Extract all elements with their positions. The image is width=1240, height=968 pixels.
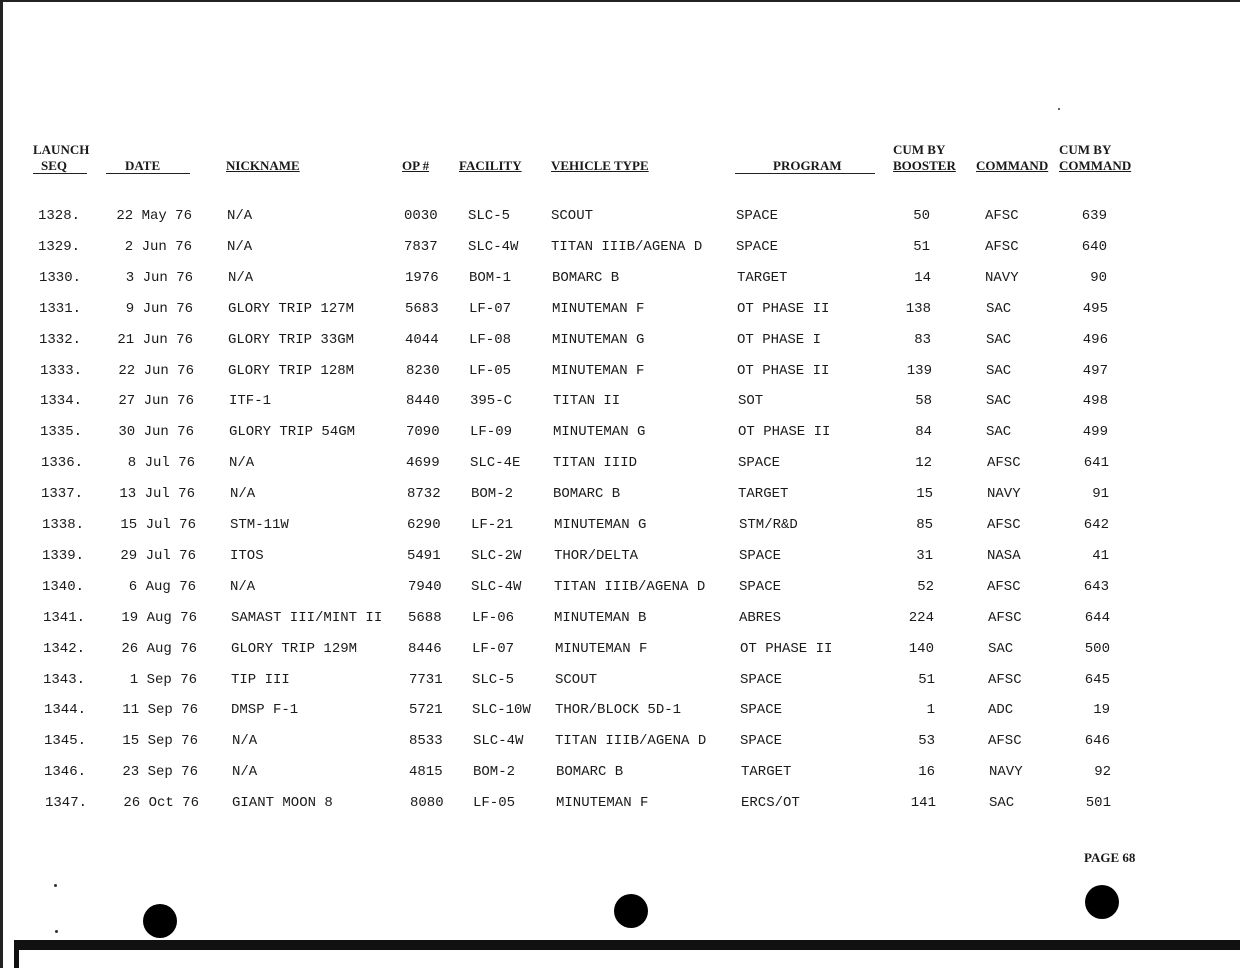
cell-cum-by-command: 91 <box>1092 486 1109 503</box>
cell-command: NAVY <box>985 269 1019 286</box>
cell-date: 2 Jun 76 <box>124 238 192 255</box>
cell-vehicle-type: TITAN IIID <box>553 455 638 472</box>
cell-cum-by-command: 497 <box>1082 362 1108 379</box>
cell-command: SAC <box>989 795 1015 812</box>
cell-nickname: GLORY TRIP 127M <box>228 300 355 317</box>
cell-nickname: GLORY TRIP 128M <box>228 362 355 379</box>
table-row <box>0 670 1240 692</box>
header-cum-by-command <box>1059 142 1131 174</box>
cell-command: AFSC <box>987 578 1021 595</box>
cell-command: NASA <box>987 547 1021 564</box>
cell-cum-by-command: 644 <box>1084 609 1110 626</box>
cell-op-number: 0030 <box>404 208 438 224</box>
cell-command: AFSC <box>985 208 1019 224</box>
cell-cum-by-command: 496 <box>1082 331 1108 348</box>
cell-launch-seq: 1345. <box>43 733 86 750</box>
cell-vehicle-type: BOMARC B <box>552 269 620 286</box>
cell-facility: BOM-1 <box>469 269 512 286</box>
cell-vehicle-type: THOR/BLOCK 5D-1 <box>555 702 682 719</box>
cell-op-number: 8533 <box>409 733 443 750</box>
cell-facility: LF-05 <box>473 795 516 812</box>
cell-nickname: DMSP F-1 <box>231 702 299 719</box>
cell-command: SAC <box>988 640 1014 657</box>
cell-nickname: N/A <box>230 486 256 503</box>
cell-facility: LF-07 <box>469 300 512 317</box>
cell-cum-by-booster: 50 <box>913 208 930 224</box>
page-number: PAGE 68 <box>1084 850 1136 865</box>
cell-launch-seq: 1331. <box>38 300 81 317</box>
cell-facility: SLC-5 <box>472 671 515 688</box>
table-row <box>0 361 1240 383</box>
cell-program: SPACE <box>739 578 782 595</box>
header-facility <box>459 158 522 174</box>
header-launch-seq-line2: SEQ <box>41 158 68 173</box>
cell-date: 26 Oct 76 <box>123 795 199 812</box>
cell-nickname: N/A <box>230 578 256 595</box>
cell-nickname: GLORY TRIP 33GM <box>228 331 355 348</box>
cell-op-number: 6290 <box>407 517 441 533</box>
cell-command: NAVY <box>989 764 1023 781</box>
cell-command: SAC <box>986 424 1012 441</box>
header-date-rule <box>106 173 190 174</box>
table-row <box>0 577 1240 599</box>
cell-launch-seq: 1330. <box>38 269 81 286</box>
page-border-top <box>0 0 1240 2</box>
cell-nickname: N/A <box>229 455 255 472</box>
table-row <box>0 268 1240 290</box>
cell-nickname: N/A <box>232 733 258 750</box>
cell-cum-by-command: 500 <box>1084 640 1110 657</box>
cell-launch-seq: 1342. <box>42 640 85 657</box>
cell-date: 1 Sep 76 <box>129 671 197 688</box>
cell-cum-by-booster: 52 <box>917 578 934 595</box>
cell-date: 22 Jun 76 <box>118 362 194 379</box>
cell-nickname: N/A <box>232 764 258 781</box>
table-row <box>0 700 1240 722</box>
cell-cum-by-command: 645 <box>1084 671 1110 688</box>
cell-date: 23 Sep 76 <box>122 764 198 781</box>
cell-launch-seq: 1336. <box>40 455 83 472</box>
cell-op-number: 7731 <box>409 671 443 688</box>
cell-command: AFSC <box>985 238 1019 255</box>
page-border-corner <box>14 946 19 968</box>
binder-hole-left <box>143 904 177 938</box>
cell-facility: SLC-4E <box>470 455 521 472</box>
cell-program: ERCS/OT <box>741 795 800 812</box>
cell-vehicle-type: MINUTEMAN F <box>556 795 649 812</box>
header-nickname-label: NICKNAME <box>226 158 300 173</box>
cell-date: 22 May 76 <box>116 208 192 224</box>
cell-command: AFSC <box>988 609 1022 626</box>
table-row <box>0 422 1240 444</box>
header-date-label: DATE <box>125 158 161 173</box>
cell-program: SPACE <box>739 547 782 564</box>
scan-speck <box>54 884 57 887</box>
header-vehicle-type <box>551 158 649 174</box>
cell-program: SPACE <box>738 455 781 472</box>
cell-cum-by-booster: 85 <box>916 517 933 533</box>
cell-program: STM/R&D <box>739 517 798 533</box>
cell-cum-by-booster: 12 <box>915 455 932 472</box>
cell-op-number: 4044 <box>405 331 439 348</box>
cell-facility: LF-09 <box>470 424 513 441</box>
cell-date: 9 Jun 76 <box>125 300 193 317</box>
cell-nickname: ITF-1 <box>229 393 272 410</box>
cell-facility: BOM-2 <box>471 486 514 503</box>
cell-facility: LF-05 <box>469 362 512 379</box>
cell-op-number: 8732 <box>407 486 441 503</box>
table-row <box>0 762 1240 784</box>
cell-vehicle-type: SCOUT <box>551 208 594 224</box>
cell-cum-by-booster: 84 <box>915 424 932 441</box>
header-cum-by-booster <box>893 142 956 174</box>
cell-facility: LF-08 <box>469 331 512 348</box>
cell-command: AFSC <box>988 671 1022 688</box>
cell-facility: SLC-4W <box>471 578 522 595</box>
cell-cum-by-booster: 51 <box>913 238 930 255</box>
header-facility-label: FACILITY <box>459 158 522 173</box>
cell-nickname: TIP III <box>231 671 290 688</box>
cell-cum-by-command: 640 <box>1081 238 1107 255</box>
cell-vehicle-type: MINUTEMAN F <box>552 300 645 317</box>
cell-vehicle-type: MINUTEMAN G <box>553 424 646 441</box>
cell-nickname: N/A <box>228 269 254 286</box>
table-row <box>0 299 1240 321</box>
cell-cum-by-command: 498 <box>1082 393 1108 410</box>
header-nickname <box>226 158 300 174</box>
cell-op-number: 8230 <box>406 362 440 379</box>
cell-vehicle-type: BOMARC B <box>556 764 624 781</box>
cell-cum-by-booster: 140 <box>908 640 934 657</box>
cell-launch-seq: 1338. <box>41 517 84 533</box>
cell-program: TARGET <box>738 486 789 503</box>
scan-speck <box>1058 108 1060 110</box>
cell-cum-by-booster: 53 <box>918 733 935 750</box>
cell-op-number: 1976 <box>405 269 439 286</box>
cell-vehicle-type: TITAN II <box>553 393 621 410</box>
cell-cum-by-command: 641 <box>1083 455 1109 472</box>
cell-launch-seq: 1347. <box>44 795 87 812</box>
cell-nickname: STM-11W <box>230 517 289 533</box>
cell-vehicle-type: MINUTEMAN G <box>554 517 647 533</box>
cell-op-number: 8440 <box>406 393 440 410</box>
cell-command: ADC <box>988 702 1014 719</box>
cell-facility: LF-21 <box>471 517 514 533</box>
cell-vehicle-type: TITAN IIIB/AGENA D <box>554 578 706 595</box>
cell-launch-seq: 1343. <box>42 671 85 688</box>
cell-launch-seq: 1341. <box>42 609 85 626</box>
header-command <box>976 158 1048 174</box>
header-cum-by-booster-line2: BOOSTER <box>893 158 956 173</box>
cell-launch-seq: 1335. <box>39 424 82 441</box>
cell-vehicle-type: BOMARC B <box>553 486 621 503</box>
cell-program: SOT <box>738 393 764 410</box>
cell-cum-by-booster: 15 <box>916 486 933 503</box>
cell-launch-seq: 1337. <box>40 486 83 503</box>
cell-facility: SLC-4W <box>468 238 519 255</box>
cell-nickname: SAMAST III/MINT II <box>231 609 383 626</box>
cell-program: SPACE <box>740 733 783 750</box>
header-program-label: PROGRAM <box>773 158 842 173</box>
cell-op-number: 7090 <box>406 424 440 441</box>
cell-program: SPACE <box>740 671 783 688</box>
table-row <box>0 453 1240 475</box>
cell-nickname: GLORY TRIP 54GM <box>229 424 356 441</box>
header-command-label: COMMAND <box>976 158 1049 173</box>
cell-command: AFSC <box>988 733 1022 750</box>
cell-cum-by-command: 495 <box>1082 300 1108 317</box>
header-date <box>125 158 160 174</box>
cell-date: 21 Jun 76 <box>117 331 193 348</box>
header-seq-rule <box>33 173 87 174</box>
cell-program: OT PHASE II <box>737 362 830 379</box>
cell-command: SAC <box>986 300 1012 317</box>
cell-cum-by-booster: 16 <box>918 764 935 781</box>
cell-program: OT PHASE II <box>738 424 831 441</box>
cell-facility: 395-C <box>470 393 513 410</box>
cell-program: SPACE <box>736 208 779 224</box>
cell-date: 30 Jun 76 <box>118 424 194 441</box>
cell-op-number: 4699 <box>406 455 440 472</box>
cell-op-number: 8080 <box>410 795 444 812</box>
cell-cum-by-command: 642 <box>1083 517 1109 533</box>
cell-launch-seq: 1344. <box>43 702 86 719</box>
scan-speck <box>55 930 58 933</box>
table-row <box>0 793 1240 815</box>
cell-op-number: 5721 <box>409 702 443 719</box>
cell-cum-by-command: 92 <box>1094 764 1111 781</box>
header-cum-by-command-line1: CUM BY <box>1059 142 1112 157</box>
cell-program: OT PHASE II <box>737 300 830 317</box>
cell-cum-by-booster: 224 <box>908 609 934 626</box>
cell-cum-by-booster: 14 <box>914 269 931 286</box>
cell-command: NAVY <box>987 486 1021 503</box>
table-row <box>0 484 1240 506</box>
cell-date: 8 Jul 76 <box>127 455 195 472</box>
cell-cum-by-command: 90 <box>1090 269 1107 286</box>
cell-date: 29 Jul 76 <box>120 547 196 564</box>
header-launch-seq <box>33 142 89 174</box>
cell-vehicle-type: MINUTEMAN F <box>552 362 645 379</box>
cell-vehicle-type: THOR/DELTA <box>554 547 639 564</box>
cell-op-number: 8446 <box>408 640 442 657</box>
table-row <box>0 515 1240 537</box>
cell-date: 26 Aug 76 <box>121 640 197 657</box>
cell-op-number: 7940 <box>408 578 442 595</box>
cell-facility: LF-07 <box>472 640 515 657</box>
cell-nickname: GIANT MOON 8 <box>232 795 333 812</box>
cell-cum-by-command: 639 <box>1081 208 1107 224</box>
header-cum-by-booster-line1: CUM BY <box>893 142 946 157</box>
cell-program: TARGET <box>737 269 788 286</box>
cell-facility: BOM-2 <box>473 764 516 781</box>
cell-launch-seq: 1328. <box>37 208 80 224</box>
header-launch-seq-line1: LAUNCH <box>33 142 90 157</box>
page-border-bottom <box>14 940 1240 950</box>
table-row <box>0 546 1240 568</box>
cell-vehicle-type: MINUTEMAN F <box>555 640 648 657</box>
cell-command: SAC <box>986 393 1012 410</box>
cell-command: AFSC <box>987 517 1021 533</box>
table-row <box>0 237 1240 259</box>
cell-command: SAC <box>986 331 1012 348</box>
header-op <box>402 158 429 174</box>
binder-hole-right <box>1085 885 1119 919</box>
cell-facility: SLC-2W <box>471 547 522 564</box>
cell-facility: SLC-5 <box>468 208 511 224</box>
cell-program: OT PHASE I <box>737 331 822 348</box>
cell-program: SPACE <box>736 238 779 255</box>
table-row <box>0 391 1240 413</box>
header-vehicle-type-label: VEHICLE TYPE <box>551 158 649 173</box>
cell-op-number: 5683 <box>405 300 439 317</box>
cell-cum-by-booster: 58 <box>915 393 932 410</box>
cell-facility: LF-06 <box>472 609 515 626</box>
cell-launch-seq: 1332. <box>38 331 81 348</box>
binder-hole-center <box>614 894 648 928</box>
cell-op-number: 4815 <box>409 764 443 781</box>
table-row <box>0 206 1240 228</box>
header-cum-by-command-line2: COMMAND <box>1059 158 1132 173</box>
cell-cum-by-command: 19 <box>1093 702 1110 719</box>
cell-date: 13 Jul 76 <box>119 486 195 503</box>
cell-date: 15 Jul 76 <box>120 517 196 533</box>
cell-facility: SLC-4W <box>473 733 524 750</box>
cell-launch-seq: 1339. <box>41 547 84 564</box>
cell-date: 3 Jun 76 <box>125 269 193 286</box>
cell-cum-by-booster: 51 <box>918 671 935 688</box>
cell-command: SAC <box>986 362 1012 379</box>
cell-program: OT PHASE II <box>740 640 833 657</box>
cell-cum-by-booster: 139 <box>906 362 932 379</box>
cell-cum-by-booster: 31 <box>916 547 933 564</box>
cell-op-number: 5688 <box>408 609 442 626</box>
cell-cum-by-command: 501 <box>1085 795 1111 812</box>
header-op-label: OP # <box>402 158 430 173</box>
cell-launch-seq: 1340. <box>41 578 84 595</box>
cell-vehicle-type: SCOUT <box>555 671 598 688</box>
cell-facility: SLC-10W <box>472 702 531 719</box>
table-row <box>0 639 1240 661</box>
header-program-rule <box>735 173 875 174</box>
table-row <box>0 731 1240 753</box>
cell-cum-by-booster: 141 <box>910 795 936 812</box>
cell-cum-by-booster: 138 <box>905 300 931 317</box>
cell-cum-by-command: 646 <box>1084 733 1110 750</box>
cell-launch-seq: 1329. <box>37 238 80 255</box>
cell-date: 19 Aug 76 <box>121 609 197 626</box>
cell-cum-by-booster: 1 <box>926 702 935 719</box>
cell-command: AFSC <box>987 455 1021 472</box>
cell-program: TARGET <box>741 764 792 781</box>
cell-cum-by-command: 499 <box>1082 424 1108 441</box>
cell-cum-by-command: 41 <box>1092 547 1109 564</box>
cell-program: SPACE <box>740 702 783 719</box>
cell-vehicle-type: MINUTEMAN G <box>552 331 645 348</box>
cell-nickname: ITOS <box>230 547 264 564</box>
cell-program: ABRES <box>739 609 782 626</box>
cell-op-number: 7837 <box>404 238 438 255</box>
cell-vehicle-type: MINUTEMAN B <box>554 609 647 626</box>
cell-launch-seq: 1334. <box>39 393 82 410</box>
cell-date: 27 Jun 76 <box>118 393 194 410</box>
table-row <box>0 608 1240 630</box>
cell-op-number: 5491 <box>407 547 441 564</box>
cell-date: 15 Sep 76 <box>122 733 198 750</box>
cell-nickname: N/A <box>227 238 253 255</box>
table-row <box>0 330 1240 352</box>
cell-nickname: GLORY TRIP 129M <box>231 640 358 657</box>
cell-cum-by-booster: 83 <box>914 331 931 348</box>
cell-date: 6 Aug 76 <box>128 578 196 595</box>
cell-nickname: N/A <box>227 208 253 224</box>
cell-vehicle-type: TITAN IIIB/AGENA D <box>555 733 707 750</box>
cell-launch-seq: 1333. <box>39 362 82 379</box>
cell-vehicle-type: TITAN IIIB/AGENA D <box>551 238 703 255</box>
cell-date: 11 Sep 76 <box>122 702 198 719</box>
header-program <box>773 158 842 174</box>
cell-cum-by-command: 643 <box>1083 578 1109 595</box>
cell-launch-seq: 1346. <box>43 764 86 781</box>
